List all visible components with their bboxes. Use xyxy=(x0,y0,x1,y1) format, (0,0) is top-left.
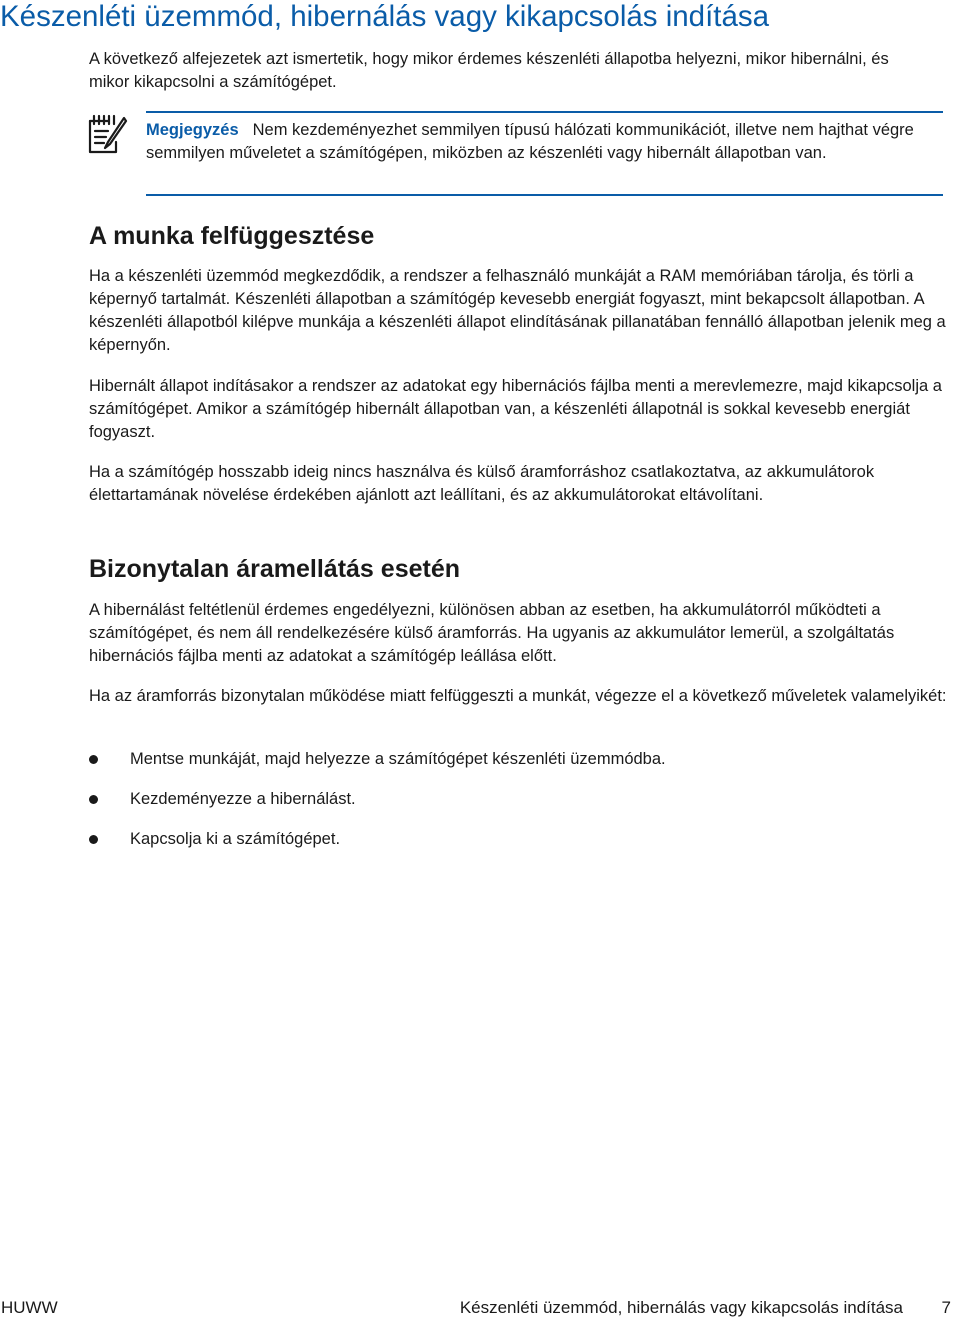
paragraph: Ha a készenléti üzemmód megkezdődik, a rendszer a felhasználó munkáját a RAM memóriában tárolja, és törli a képernyő tartalmát. Készenléti állapotban a számítógép kevesebb energiát fogyaszt, mint bekapcsolt állapotban. A készenléti állapotból kilépve munkája a készenléti állapot elindításának pillanatában fennálló állapotban jelenik meg a képernyőn. xyxy=(89,267,946,354)
list-item xyxy=(89,747,889,771)
bullet-icon xyxy=(89,795,98,804)
paragraph: Hibernált állapot indításakor a rendszer az adatokat egy hibernációs fájlba menti a merevlemezre, majd kikapcsolja a számítógépet. Amikor a számítógép hibernált állapotban van, a készenléti állapotnál is sokkal kevesebb energiát fogyaszt. xyxy=(89,377,942,441)
footer-page-number: 7 xyxy=(941,1298,951,1317)
note-text xyxy=(146,119,936,165)
list-item xyxy=(89,827,889,851)
footer-chapter-title: Készenléti üzemmód, hibernálás vagy kikapcsolás indítása xyxy=(459,1298,903,1317)
paragraph: Ha a számítógép hosszabb ideig nincs használva és külső áramforráshoz csatlakoztatva, az akkumulátorok élettartamának növelése érdekében ajánlott azt leállítani, és az akkumulátorokat eltávolítani. xyxy=(89,463,875,504)
list-item-text: Kapcsolja ki a számítógépet. xyxy=(130,830,341,848)
intro-paragraph: A következő alfejezetek azt ismertetik, hogy mikor érdemes készenléti állapotba helyezni, mikor hibernálni, és mikor kikapcsolni a számítógépet. xyxy=(89,50,889,91)
note-pencil-icon xyxy=(86,112,128,156)
page-title: Készenléti üzemmód, hibernálás vagy kikapcsolás indítása xyxy=(0,0,770,33)
paragraph: Ha az áramforrás bizonytalan működése miatt felfüggeszti a munkát, végezze el a következő műveletek valamelyikét: xyxy=(89,687,947,705)
bullet-icon xyxy=(89,755,98,764)
page-footer xyxy=(0,1296,960,1320)
section-heading-unreliable-power: Bizonytalan áramellátás esetén xyxy=(89,555,460,583)
list-item-text: Kezdeményezze a hibernálást. xyxy=(130,790,356,808)
list-item xyxy=(89,787,889,811)
list-item-text: Mentse munkáját, majd helyezze a számítógépet készenléti üzemmódba. xyxy=(130,750,666,768)
footer-doc-code: HUWW xyxy=(1,1298,58,1317)
note-body: Nem kezdeményezhet semmilyen típusú hálózati kommunikációt, illetve nem hajthat végre semmilyen műveletet a számítógépen, miközben az készenléti vagy hibernált állapotban van. xyxy=(146,121,914,162)
note-bottom-rule xyxy=(146,194,943,196)
note-top-rule xyxy=(146,111,943,113)
paragraph: A hibernálást feltétlenül érdemes engedélyezni, különösen abban az esetben, ha akkumulátorról működteti a számítógépet, és nem áll rendelkezésére külső áramforrás. Ha ugyanis az akkumulátor lemerül, a szolgáltatás hibernációs fájlba menti az adatokat a számítógép leállása előtt. xyxy=(89,601,895,665)
bullet-icon xyxy=(89,835,98,844)
note-label: Megjegyzés xyxy=(146,121,239,139)
section-heading-suspend: A munka felfüggesztése xyxy=(89,222,375,250)
